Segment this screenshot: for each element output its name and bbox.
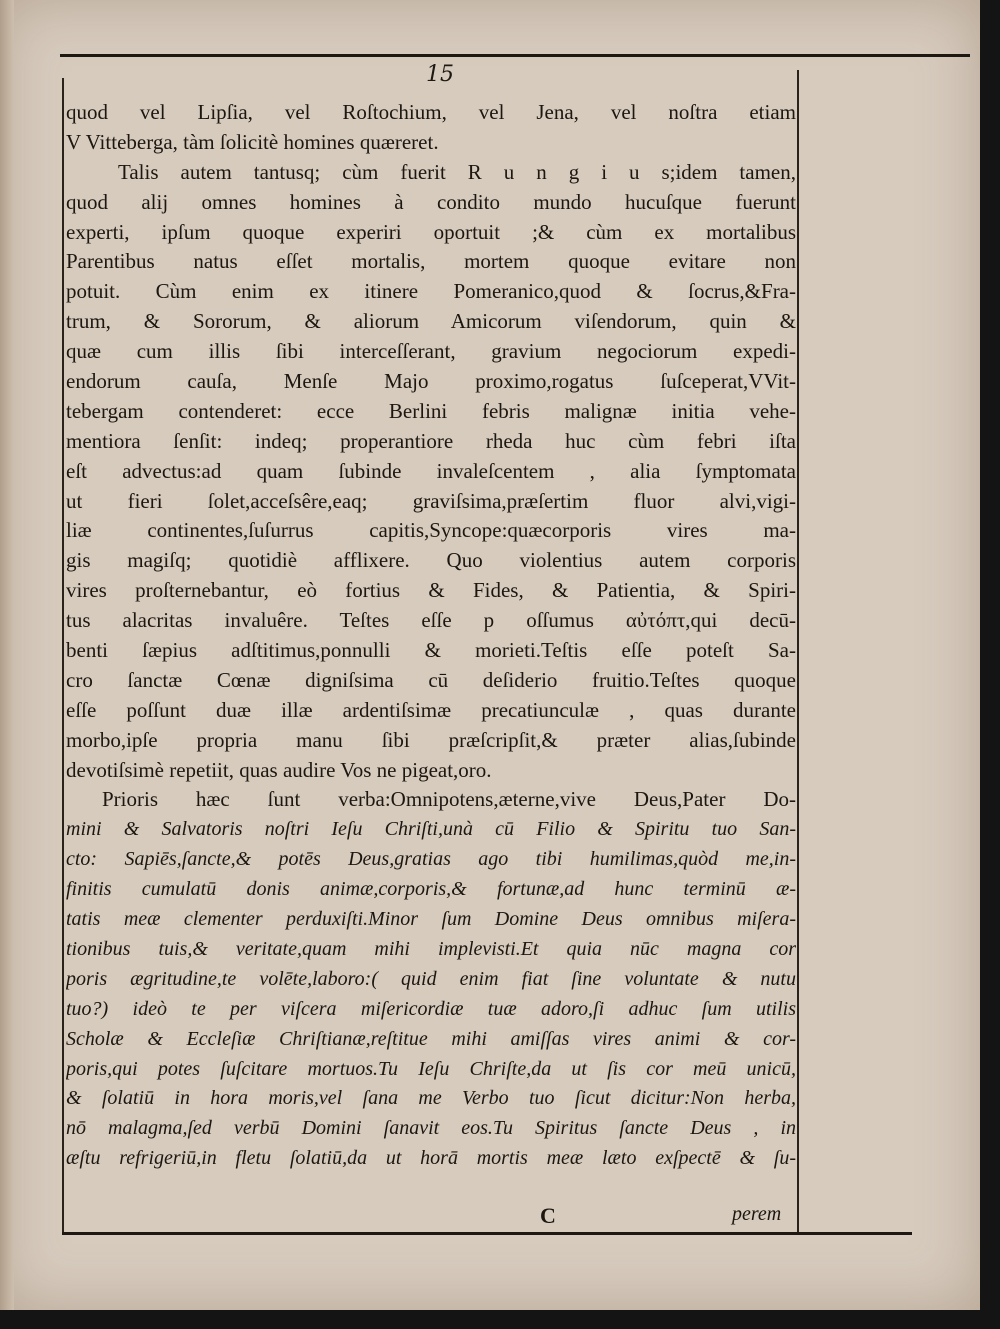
- text-line: cro ſanctæ Cœnæ digniſsima cū deſiderio fruitio.Teſtes quoque: [66, 667, 796, 692]
- text-line: Prioris hæc ſunt verba:Omnipotens,æterne,vive Deus,Pater Do-: [102, 787, 796, 812]
- text-line: devotiſsimè repetiit, quas audire Vos ne pigeat,oro.: [66, 757, 492, 782]
- text-line: Parentibus natus eſſet mortalis, mortem quoque evitare non: [66, 249, 796, 274]
- text-line: quod vel Lipſia, vel Roſtochium, vel Jena, vel noſtra etiam: [66, 100, 796, 124]
- text-line: ut fieri ſolet,acceſsêre,eaq; graviſsima,præſertim fluor alvi,vigi-: [66, 488, 796, 513]
- text-line: Talis autem tantusq; cùm fuerit R u n g i u s;idem tamen,: [118, 159, 796, 184]
- text-line: morbo,ipſe propria manu ſibi præſcripſit,& præter alias,ſubinde: [66, 727, 796, 752]
- text-line: quæ cum illis ſibi interceſſerant, gravium negociorum expedi-: [66, 339, 796, 364]
- text-line: liæ continentes,ſuſurrus capitis,Syncope:quæcorporis vires ma-: [66, 518, 796, 543]
- text-line: Scholæ & Eccleſiæ Chriſtianæ,reſtitue mihi amiſſas vires animi & cor-: [66, 1027, 796, 1050]
- text-line: tus alacritas invaluêre. Teſtes eſſe p oſſumus αὐτόπτ,qui decū-: [66, 608, 796, 633]
- text-line: quod alij omnes homines à condito mundo hucuſque fuerunt: [66, 189, 796, 214]
- page-number: 15: [426, 62, 454, 87]
- text-line: poris ægritudine,te volēte,laboro:( quid enim fiat ſine voluntate & nutu: [66, 967, 796, 990]
- text-line: & ſolatiū in hora moris,vel ſana me Verbo tuo ſicut dicitur:Non herba,: [66, 1087, 796, 1110]
- text-line: trum, & Sororum, & aliorum Amicorum viſendorum, quin &: [66, 309, 796, 334]
- left-frame-line: [62, 78, 64, 1232]
- text-line: cto: Sapiēs,ſancte,& potēs Deus,gratias ago tibi humilimas,quòd me,in-: [66, 848, 796, 871]
- body-text: [66, 98, 796, 1174]
- text-line: tatis meæ clementer perduxiſti.Minor ſum Domine Deus omnibus miſera-: [66, 908, 796, 931]
- text-line: tionibus tuis,& veritate,quam mihi implevisti.Et quia nūc magna cor: [66, 937, 796, 960]
- text-line: benti ſæpius adſtitimus,ponnulli & morieti.Teſtis eſſe poteſt Sa-: [66, 638, 796, 663]
- text-line: tebergam contenderet: ecce Berlini febris malignæ initia vehe-: [66, 398, 796, 423]
- text-line: V Vitteberga, tàm ſolicitè homines quæreret.: [66, 129, 439, 154]
- text-line: eſt advectus:ad quam ſubinde invaleſcentem , alia ſymptomata: [66, 458, 796, 483]
- signature-mark: C: [540, 1203, 556, 1228]
- text-line: nō malagma,ſed verbū Domini ſanavit eos.Tu Spiritus ſancte Deus , in: [66, 1117, 796, 1140]
- catchword: perem: [732, 1203, 782, 1225]
- text-line: mentiora ſenſit: indeq; properantiore rheda huc cùm febri iſta: [66, 428, 796, 453]
- text-line: endorum cauſa, Menſe Majo proximo,rogatus ſuſceperat,VVit-: [66, 369, 796, 394]
- text-line: experti, ipſum quoque experiri oportuit ;& cùm ex mortalibus: [66, 219, 796, 244]
- text-line: gis magiſq; quotidiè afflixere. Quo violentius autem corporis: [66, 548, 796, 573]
- right-frame-line: [797, 70, 799, 1232]
- text-line: æſtu refrigeriū,in fletu ſolatiū,da ut horā mortis meæ læto exſpectē & ſu-: [66, 1147, 796, 1170]
- text-line: finitis cumulatū donis animæ,corporis,& fortunæ,ad hunc terminū æ-: [66, 878, 796, 901]
- text-line: tuo?) ideò te per viſcera miſericordiæ tuæ adoro,ſi adhuc ſum utilis: [66, 997, 796, 1020]
- text-line: potuit. Cùm enim ex itinere Pomeranico,quod & ſocrus,&Fra-: [66, 279, 796, 304]
- text-line: vires proſternebantur, eò fortius & Fides, & Patientia, & Spiri-: [66, 578, 796, 603]
- text-line: mini & Salvatoris noſtri Ieſu Chriſti,unà cū Filio & Spiritu tuo San-: [66, 818, 796, 841]
- top-rule: [60, 54, 970, 57]
- bottom-rule: [62, 1232, 912, 1235]
- text-line: poris,qui potes ſuſcitare mortuos.Tu Ieſu Chriſte,da ut ſis cor meū unicū,: [66, 1057, 796, 1080]
- page-spine-shadow: [0, 0, 14, 1310]
- text-line: eſſe poſſunt duæ illæ ardentiſsimæ precatiunculæ , quas durante: [66, 697, 796, 722]
